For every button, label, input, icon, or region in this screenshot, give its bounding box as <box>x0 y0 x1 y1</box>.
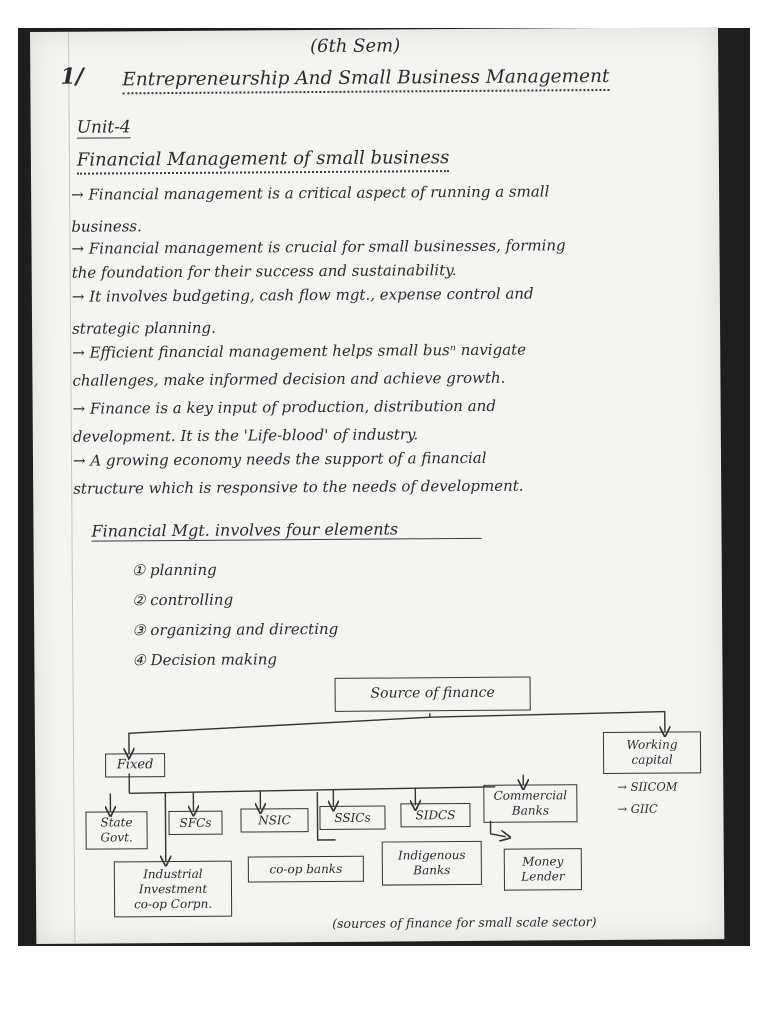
point-2-line-2: the foundation for their success and sustainability. <box>71 261 457 282</box>
state-govt-box <box>85 811 147 849</box>
element-planning: ① planning <box>131 560 217 580</box>
capital-label: capital <box>631 752 673 767</box>
point-5-line-2: development. It is the 'Life-blood' of industry. <box>72 425 419 446</box>
page-mark: 1/ <box>60 63 84 90</box>
working-label: Working <box>626 737 678 752</box>
industrial-investment-box <box>114 861 232 918</box>
sfcs-label: SFCs <box>179 815 212 830</box>
point-3-line-1: → It involves budgeting, cash flow mgt., expense control and <box>71 284 534 306</box>
working-item-siicom: → SIICOM <box>617 779 678 794</box>
source-of-finance-label: Source of finance <box>370 685 495 702</box>
notebook-page <box>30 27 724 944</box>
money-label: Money <box>522 854 564 869</box>
working-item-giic: → GIIC <box>617 801 658 816</box>
commercial-banks-box <box>483 784 577 823</box>
sfcs-box <box>168 811 222 835</box>
point-4-line-1: → Efficient financial management helps small busⁿ navigate <box>72 340 527 362</box>
element-decision-making: ④ Decision making <box>132 650 278 670</box>
subject-title: Entrepreneurship And Small Business Management <box>122 66 609 94</box>
ssics-box <box>319 806 385 830</box>
working-capital-box <box>603 731 701 774</box>
industrial-label: Industrial <box>143 866 203 881</box>
semester-label: (6th Sem) <box>310 35 401 58</box>
investment-label: Investment <box>138 881 208 896</box>
coop-corpn-label: co-op Corpn. <box>133 896 213 911</box>
money-lender-box <box>504 848 582 891</box>
point-4-line-2: challenges, make informed decision and achieve growth. <box>72 368 506 390</box>
ssics-label: SSICs <box>334 810 371 825</box>
point-1-line-1: → Financial management is a critical aspect of running a small <box>71 182 550 204</box>
commercial-label: Commercial <box>493 788 568 803</box>
indigenous-banks-box <box>382 841 482 886</box>
fixed-label: Fixed <box>116 757 154 773</box>
indigenous-label: Indigenous <box>397 847 466 863</box>
fixed-box <box>105 753 165 777</box>
nsic-box <box>240 808 308 832</box>
unit-label: Unit-4 <box>76 117 131 138</box>
element-controlling: ② controlling <box>131 590 234 610</box>
sidcs-box <box>400 803 470 827</box>
point-6-line-2: structure which is responsive to the needs of development. <box>73 476 524 498</box>
coop-banks-label: co-op banks <box>269 861 343 876</box>
point-6-line-1: → A growing economy needs the support of a financial <box>72 448 487 470</box>
coop-banks-box <box>248 856 364 883</box>
state-label: State <box>100 815 133 830</box>
point-3-line-2: strategic planning. <box>72 318 216 338</box>
point-5-line-1: → Finance is a key input of production, distribution and <box>72 396 496 418</box>
nsic-label: NSIC <box>258 812 291 827</box>
source-of-finance-box <box>335 677 531 712</box>
indigenous-banks-label: Banks <box>413 863 451 878</box>
section-heading: Financial Management of small business <box>77 147 450 175</box>
diagram-caption: (sources of finance for small scale sector) <box>332 914 597 931</box>
lender-label: Lender <box>521 869 565 884</box>
sidcs-label: SIDCS <box>415 807 456 822</box>
elements-heading: Financial Mgt. involves four elements <box>91 519 481 542</box>
point-1-line-2: business. <box>71 217 142 236</box>
point-2-line-1: → Financial management is crucial for small businesses, forming <box>71 236 566 258</box>
banks-label: Banks <box>511 803 550 818</box>
element-organizing: ③ organizing and directing <box>132 619 339 640</box>
govt-label: Govt. <box>100 830 133 845</box>
